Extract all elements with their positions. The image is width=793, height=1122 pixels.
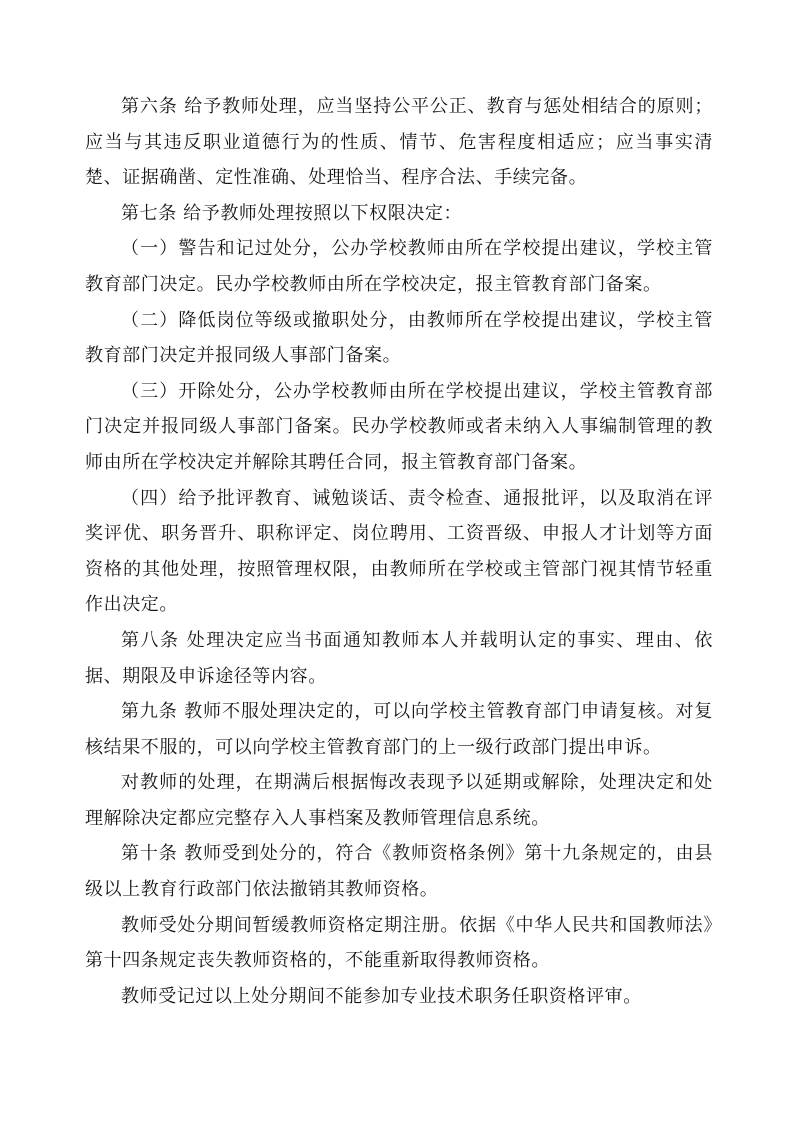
paragraph-article-7-item-4: （四）给予批评教育、诫勉谈话、责令检查、通报批评，以及取消在评奖评优、职务晋升、职称评定、岗位聘用、工资晋级、申报人才计划等方面资格的其他处理，按照管理权限，由教师所在学校或主管部门视其情节轻重作出决定。: [85, 487, 713, 616]
paragraph-article-7: 第七条 给予教师处理按照以下权限决定：: [121, 202, 463, 224]
paragraph-article-10: 第十条 教师受到处分的，符合《教师资格条例》第十九条规定的，由县级以上教育行政部门依法撤销其教师资格。: [85, 843, 713, 901]
paragraph-article-8: 第八条 处理决定应当书面通知教师本人并载明认定的事实、理由、依据、期限及申诉途径等内容。: [85, 629, 713, 687]
document-body: [85, 89, 713, 1014]
paragraph-article-7-item-2: （二）降低岗位等级或撤职处分，由教师所在学校提出建议，学校主管教育部门决定并报同级人事部门备案。: [85, 309, 713, 367]
paragraph-article-10-continued: 教师受处分期间暂缓教师资格定期注册。依据《中华人民共和国教师法》第十四条规定丧失教师资格的，不能重新取得教师资格。: [85, 914, 713, 972]
paragraph-article-9: 第九条 教师不服处理决定的，可以向学校主管教育部门申请复核。对复核结果不服的，可以向学校主管教育部门的上一级行政部门提出申诉。: [85, 701, 713, 758]
paragraph-article-7-item-3: （三）开除处分，公办学校教师由所在学校提出建议，学校主管教育部门决定并报同级人事部门备案。民办学校教师或者未纳入人事编制管理的教师由所在学校决定并解除其聘任合同，报主管教育部门备案。: [85, 380, 713, 473]
paragraph-article-6: 第六条 给予教师处理，应当坚持公平公正、教育与惩处相结合的原则；应当与其违反职业道德行为的性质、情节、危害程度相适应；应当事实清楚、证据确凿、定性准确、处理恰当、程序合法、手续完备。: [85, 96, 713, 189]
paragraph-article-7-item-1: （一）警告和记过处分，公办学校教师由所在学校提出建议，学校主管教育部门决定。民办学校教师由所在学校决定，报主管教育部门备案。: [85, 238, 713, 295]
paragraph-article-10-final: 教师受记过以上处分期间不能参加专业技术职务任职资格评审。: [121, 985, 642, 1007]
paragraph-article-9-continued: 对教师的处理，在期满后根据悔改表现予以延期或解除，处理决定和处理解除决定都应完整存入人事档案及教师管理信息系统。: [85, 772, 713, 829]
